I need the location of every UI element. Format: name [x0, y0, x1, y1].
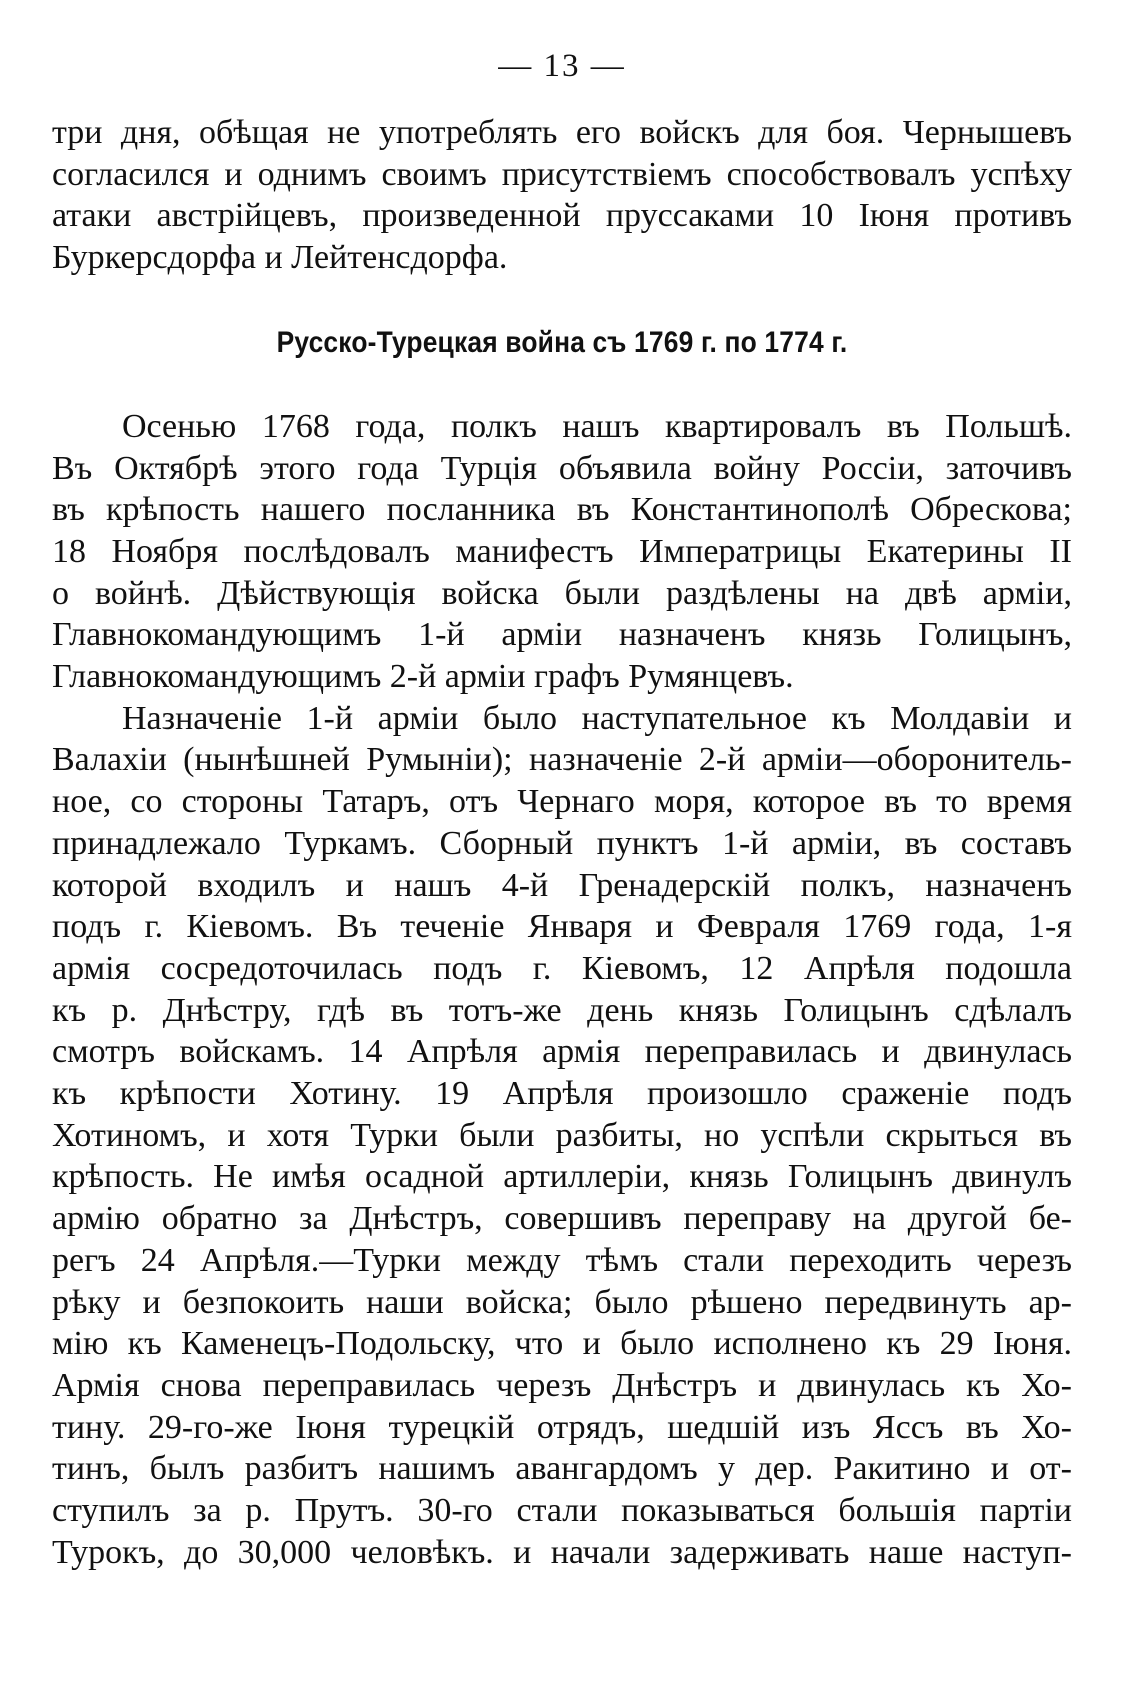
text-line: армія сосредоточилась подъ г. Кіевомъ, 12 Апрѣля подошла	[52, 949, 1072, 987]
text-line: о войнѣ. Дѣйствующія войска были раздѣлены на двѣ арміи,	[52, 574, 1072, 612]
text-line: ное, со стороны Татаръ, отъ Чернаго моря, которое въ то время	[52, 783, 1072, 821]
paragraph-1	[52, 406, 1072, 698]
paragraph-2	[52, 698, 1072, 1574]
text-line: смотръ войскамъ. 14 Апрѣля армія переправилась и двинулась	[52, 1033, 1072, 1071]
text-line: Буркерсдорфа и Лейтенсдорфа.	[52, 239, 508, 277]
text-line: мію къ Каменецъ-Подольску, что и было исполнено къ 29 Іюня.	[52, 1325, 1072, 1363]
text-line: Хотиномъ, и хотя Турки были разбиты, но успѣли скрыться въ	[52, 1116, 1072, 1154]
document-page	[52, 40, 1072, 1574]
text-line: Турокъ, до 30,000 человѣкъ. и начали задерживать наше наступ-	[52, 1533, 1072, 1571]
text-line: армію обратно за Днѣстръ, совершивъ переправу на другой бе-	[52, 1200, 1072, 1238]
text-line: регъ 24 Апрѣля.—Турки между тѣмъ стали переходить черезъ	[52, 1241, 1072, 1279]
text-line: Осенью 1768 года, полкъ нашъ квартировалъ въ Польшѣ.	[122, 407, 1072, 445]
text-line: Армія снова переправилась черезъ Днѣстръ и двинулась къ Хо-	[52, 1366, 1072, 1404]
text-line: ступилъ за р. Прутъ. 30-го стали показываться большія партіи	[52, 1492, 1072, 1530]
text-line: Главнокомандующимъ 2-й арміи графъ Румянцевъ.	[52, 658, 794, 696]
text-line: которой входилъ и нашъ 4-й Гренадерскій полкъ, назначенъ	[52, 866, 1072, 904]
text-line: въ крѣпость нашего посланника въ Константинополѣ Обрескова;	[52, 491, 1072, 529]
intro-paragraph	[52, 112, 1072, 279]
text-line: тинъ, былъ разбитъ нашимъ авангардомъ у дер. Ракитино и от-	[52, 1450, 1072, 1488]
page-number: — 13 —	[498, 48, 626, 84]
text-line: Въ Октябрѣ этого года Турція объявила войну Россіи, заточивъ	[52, 449, 1072, 487]
section-heading: Русско-Турецкая война съ 1769 г. по 1774 г.	[276, 325, 848, 359]
text-line: подъ г. Кіевомъ. Въ теченіе Января и Февраля 1769 года, 1-я	[52, 908, 1072, 946]
text-line: 18 Ноября послѣдовалъ манифестъ Императрицы Екатерины II	[52, 532, 1072, 570]
text-line: Валахіи (нынѣшней Румыніи); назначеніе 2-й арміи—оборонитель-	[52, 741, 1072, 779]
text-line: Главнокомандующимъ 1-й арміи назначенъ князь Голицынъ,	[52, 616, 1072, 654]
text-line: атаки австрійцевъ, произведенной пруссаками 10 Іюня противъ	[52, 197, 1072, 235]
text-line: принадлежало Туркамъ. Сборный пунктъ 1-й арміи, въ составъ	[52, 824, 1072, 862]
text-line: три дня, обѣщая не употреблять его войскъ для боя. Чернышевъ	[52, 114, 1072, 151]
text-line: крѣпость. Не имѣя осадной артиллеріи, князь Голицынъ двинулъ	[52, 1158, 1072, 1196]
text-line: къ р. Днѣстру, гдѣ въ тотъ-же день князь Голицынъ сдѣлалъ	[52, 991, 1072, 1029]
text-line: рѣку и безпокоить наши войска; было рѣшено передвинуть ар-	[52, 1283, 1072, 1321]
text-line: согласился и однимъ своимъ присутствіемъ способствовалъ успѣху	[52, 155, 1072, 193]
text-line: къ крѣпости Хотину. 19 Апрѣля произошло сраженіе подъ	[52, 1075, 1072, 1113]
text-line: тину. 29-го-же Іюня турецкій отрядъ, шедшій изъ Яссъ въ Хо-	[52, 1408, 1072, 1446]
text-line: Назначеніе 1-й арміи было наступательное къ Молдавіи и	[122, 699, 1072, 737]
